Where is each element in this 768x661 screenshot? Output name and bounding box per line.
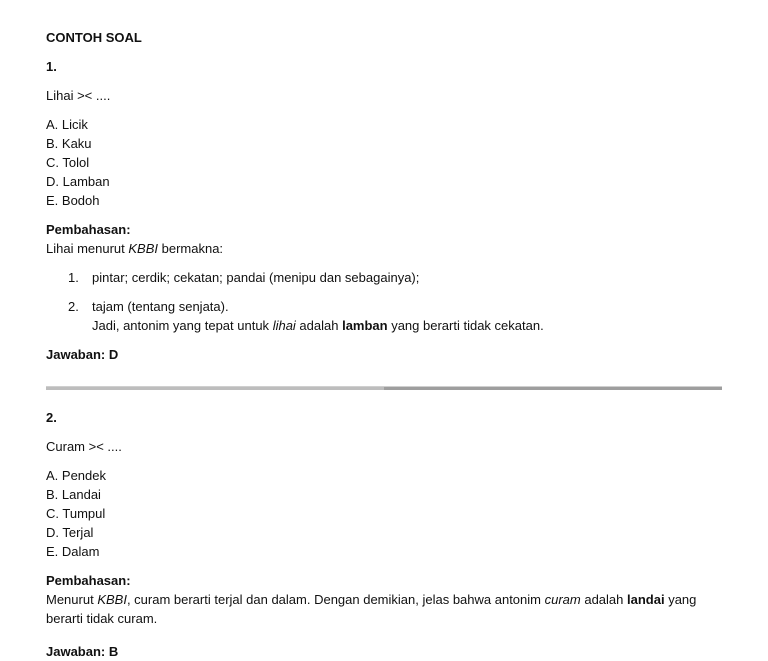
option-list (46, 466, 722, 561)
question-prompt: Curam >< .... (46, 439, 122, 454)
meaning-item (46, 268, 722, 287)
meaning-item (46, 297, 722, 335)
option-a: A. Licik (46, 117, 88, 132)
meaning-list (46, 268, 722, 335)
option-c: C. Tumpul (46, 506, 106, 521)
option-b: B. Landai (46, 487, 101, 502)
meaning-text: pintar; cerdik; cekatan; pandai (menipu dan sebagainya); (92, 270, 420, 285)
question-1 (46, 57, 722, 364)
meaning-text: tajam (tentang senjata). (92, 299, 229, 314)
answer-label: Jawaban: B (46, 644, 119, 659)
explanation-text: Menurut KBBI, curam berarti terjal dan dalam. Dengan demikian, jelas bahwa antonim curam adalah landai yang berarti tidak curam. (46, 592, 697, 626)
option-a: A. Pendek (46, 468, 106, 483)
meaning-number: 1. (68, 270, 79, 285)
section-divider (46, 386, 722, 390)
page-title: CONTOH SOAL (46, 30, 142, 45)
option-e: E. Bodoh (46, 193, 100, 208)
meaning-number: 2. (68, 299, 79, 314)
option-d: D. Lamban (46, 174, 110, 189)
option-e: E. Dalam (46, 544, 100, 559)
explanation-header: Pembahasan: (46, 222, 131, 237)
option-list (46, 115, 722, 210)
conclusion-text: Jadi, antonim yang tepat untuk lihai adalah lamban yang berarti tidak cekatan. (92, 318, 544, 333)
option-d: D. Terjal (46, 525, 94, 540)
option-c: C. Tolol (46, 155, 90, 170)
answer-label: Jawaban: D (46, 347, 119, 362)
question-prompt: Lihai >< .... (46, 88, 111, 103)
option-b: B. Kaku (46, 136, 92, 151)
question-number: 2. (46, 410, 57, 425)
question-2 (46, 408, 722, 661)
question-number: 1. (46, 59, 57, 74)
explanation-header: Pembahasan: (46, 573, 131, 588)
explanation-intro: Lihai menurut KBBI bermakna: (46, 241, 224, 256)
